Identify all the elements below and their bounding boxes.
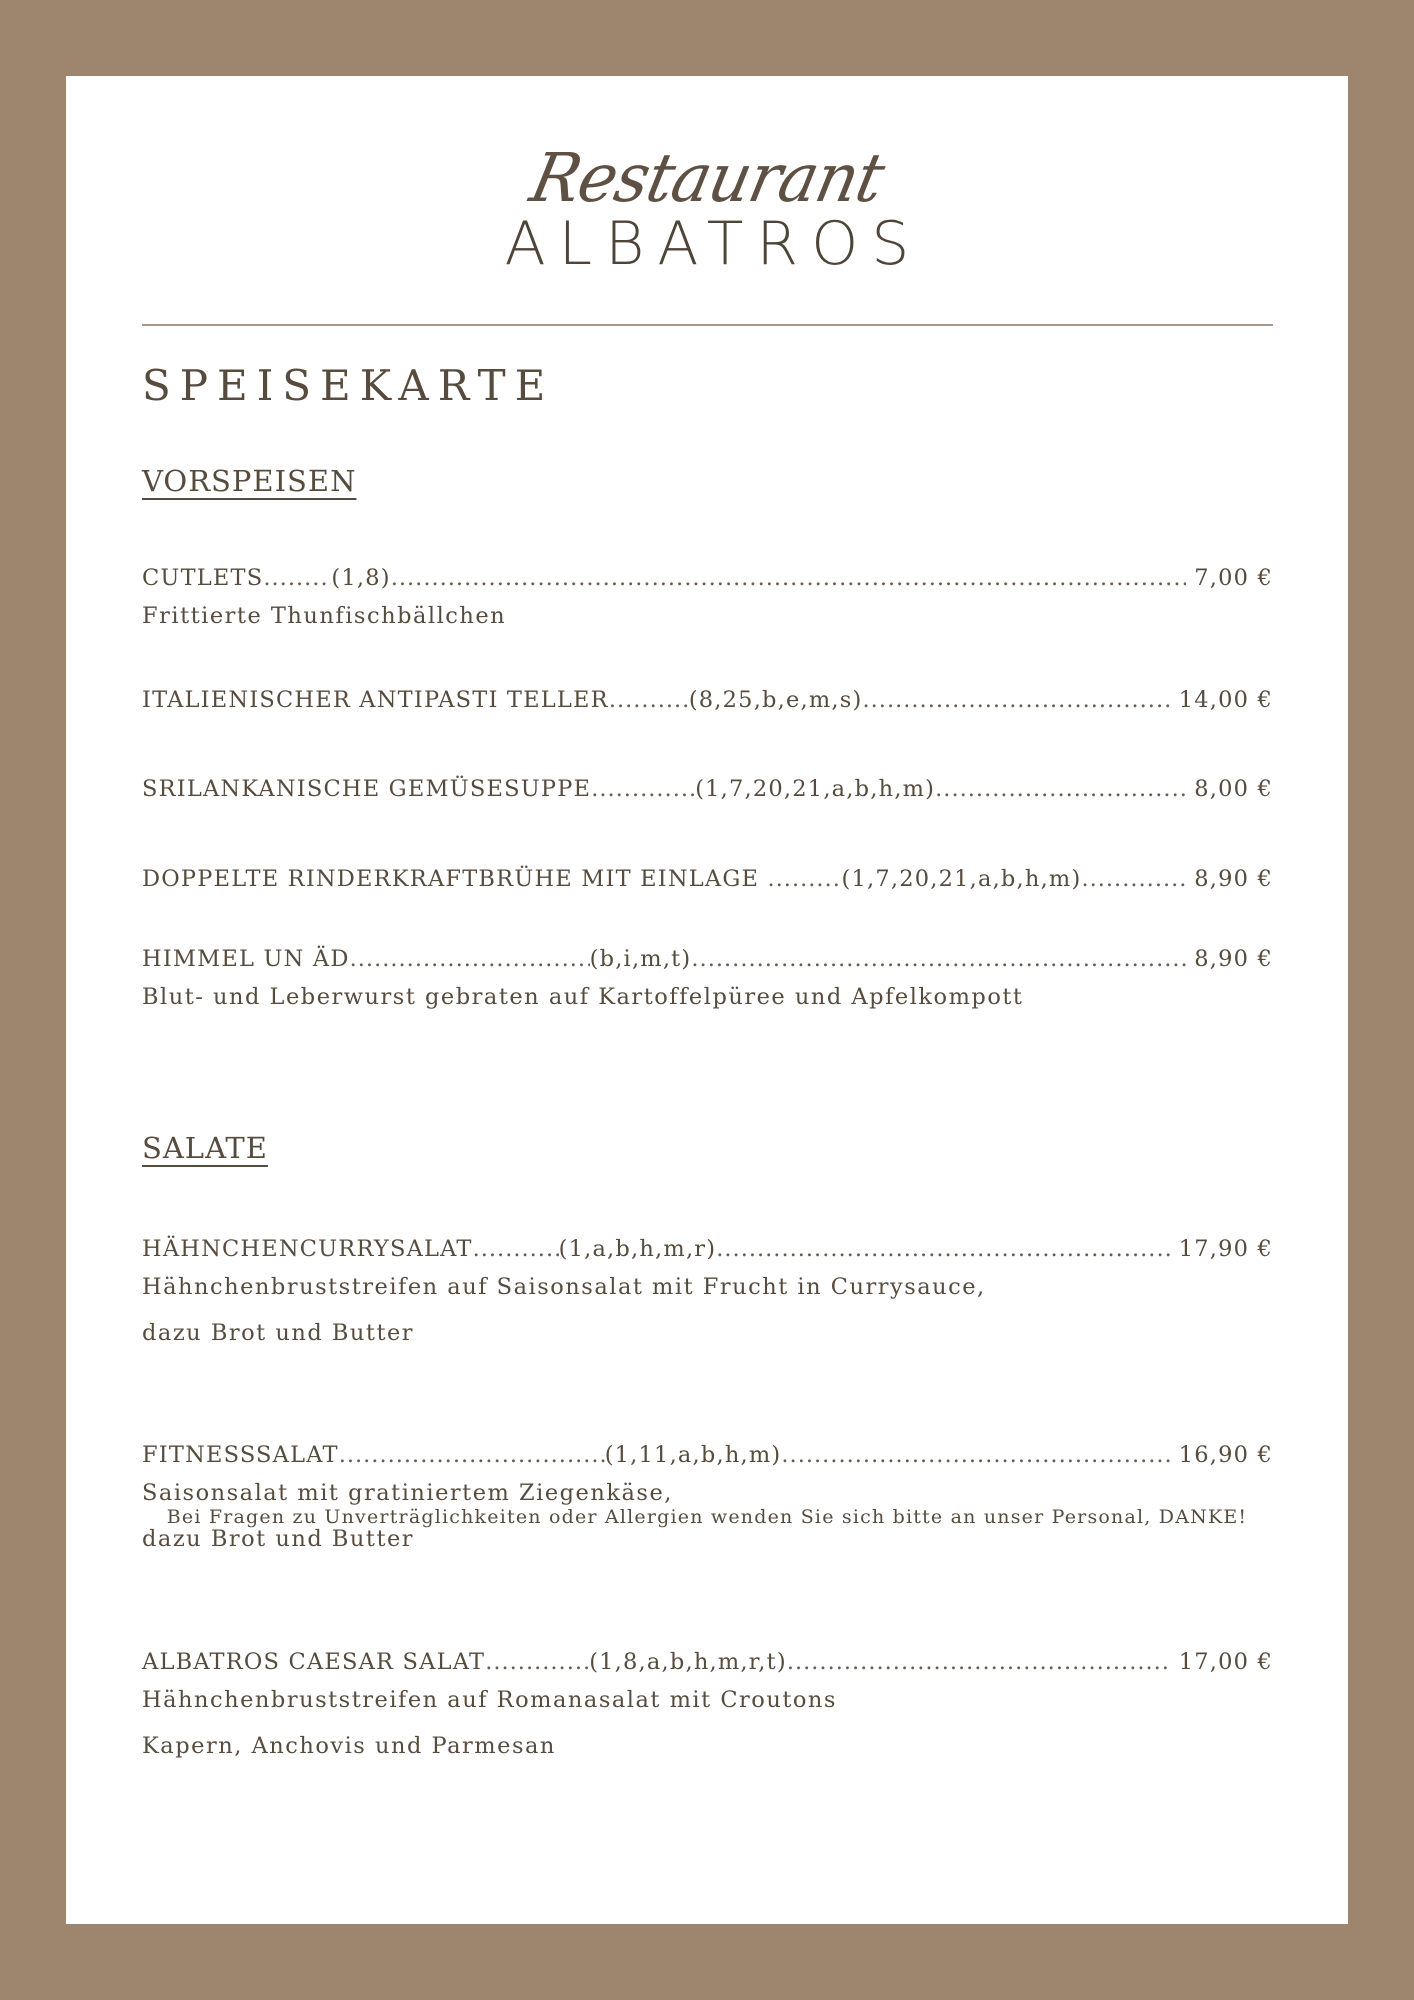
menu-sheet <box>66 76 1348 1924</box>
item-name: ITALIENISCHER ANTIPASTI TELLER <box>142 687 609 713</box>
item-price: 8,90 € <box>1194 866 1273 892</box>
header-divider <box>142 324 1273 326</box>
allergen-codes: (1,7,20,21,a,b,h,m) <box>841 866 1082 892</box>
section-heading-vorspeisen: VORSPEISEN <box>142 464 357 498</box>
section-heading-salate: SALATE <box>142 1131 268 1165</box>
item-price: 8,90 € <box>1194 946 1273 972</box>
item-description: dazu Brot und Butter <box>142 1320 415 1346</box>
item-name: FITNESSSALAT <box>142 1442 339 1468</box>
allergen-codes: (1,7,20,21,a,b,h,m) <box>695 776 936 802</box>
item-price: 14,00 € <box>1178 687 1273 713</box>
restaurant-script-title: Restaurant <box>523 140 891 218</box>
dot-leader <box>1081 864 1186 894</box>
dot-leader <box>391 563 1187 593</box>
menu-title: SPEISEKARTE <box>142 361 555 410</box>
item-name: DOPPELTE RINDERKRAFTBRÜHE MIT EINLAGE <box>142 866 768 892</box>
dot-leader <box>591 774 695 804</box>
dot-leader <box>485 1647 589 1677</box>
menu-item-line <box>142 1647 1273 1677</box>
menu-item-line <box>142 944 1273 974</box>
item-price: 17,00 € <box>1178 1649 1273 1675</box>
restaurant-header <box>66 140 1348 279</box>
menu-item-himmel-un-aed <box>142 944 1273 1020</box>
item-price: 17,90 € <box>1178 1236 1273 1262</box>
item-name: CUTLETS <box>142 565 264 591</box>
menu-item-line <box>142 1234 1273 1264</box>
menu-item-line <box>142 563 1273 593</box>
dot-leader <box>767 864 841 894</box>
allergen-codes: (b,i,m,t) <box>589 946 692 972</box>
menu-item-line <box>142 864 1273 894</box>
item-description: Kapern, Anchovis und Parmesan <box>142 1733 556 1759</box>
dot-leader <box>862 685 1170 715</box>
dot-leader <box>716 1234 1170 1264</box>
menu-item-rinderkraftbruehe <box>142 864 1273 894</box>
menu-item-caesar-salat <box>142 1647 1273 1769</box>
dot-leader <box>263 563 331 593</box>
menu-item-fitnesssalat <box>142 1440 1273 1562</box>
menu-item-line <box>142 1440 1273 1470</box>
allergen-codes: (1,8,a,b,h,m,r,t) <box>589 1649 787 1675</box>
dot-leader <box>935 774 1186 804</box>
menu-item-cutlets <box>142 563 1273 639</box>
allergen-codes: (8,25,b,e,m,s) <box>688 687 863 713</box>
item-description: Hähnchenbruststreifen auf Saisonsalat mit Frucht in Currysauce, <box>142 1274 986 1300</box>
allergy-footer-note: Bei Fragen zu Unverträglichkeiten oder Allergien wenden Sie sich bitte an unser Personal, DANKE! <box>166 1506 1248 1528</box>
item-description: Hähnchenbruststreifen auf Romanasalat mit Croutons <box>142 1687 837 1713</box>
allergen-codes: (1,11,a,b,h,m) <box>604 1442 782 1468</box>
menu-item-line <box>142 685 1273 715</box>
item-name: HIMMEL UN ÄD <box>142 946 350 972</box>
dot-leader <box>691 944 1186 974</box>
dot-leader <box>781 1440 1170 1470</box>
dot-leader <box>609 685 689 715</box>
item-price: 7,00 € <box>1194 565 1273 591</box>
allergen-codes: (1,8) <box>331 565 391 591</box>
allergen-codes: (1,a,b,h,m,r) <box>558 1236 717 1262</box>
item-description: Frittierte Thunfischbällchen <box>142 603 507 629</box>
menu-item-gemuesesuppe <box>142 774 1273 804</box>
menu-item-haehnchencurrysalat <box>142 1234 1273 1356</box>
dot-leader <box>350 944 590 974</box>
item-description: dazu Brot und Butter <box>142 1526 415 1552</box>
dot-leader <box>339 1440 605 1470</box>
item-description: Saisonsalat mit gratiniertem Ziegenkäse, <box>142 1480 673 1506</box>
item-price: 16,90 € <box>1178 1442 1273 1468</box>
dot-leader <box>473 1234 559 1264</box>
item-name: ALBATROS CAESAR SALAT <box>142 1649 486 1675</box>
menu-item-line <box>142 774 1273 804</box>
restaurant-brand-name: ALBATROS <box>504 209 923 279</box>
dot-leader <box>787 1647 1171 1677</box>
menu-item-antipasti <box>142 685 1273 715</box>
item-name: SRILANKANISCHE GEMÜSESUPPE <box>142 776 592 802</box>
item-price: 8,00 € <box>1194 776 1273 802</box>
item-name: HÄHNCHENCURRYSALAT <box>142 1236 473 1262</box>
item-description: Blut- und Leberwurst gebraten auf Kartoffelpüree und Apfelkompott <box>142 984 1024 1010</box>
